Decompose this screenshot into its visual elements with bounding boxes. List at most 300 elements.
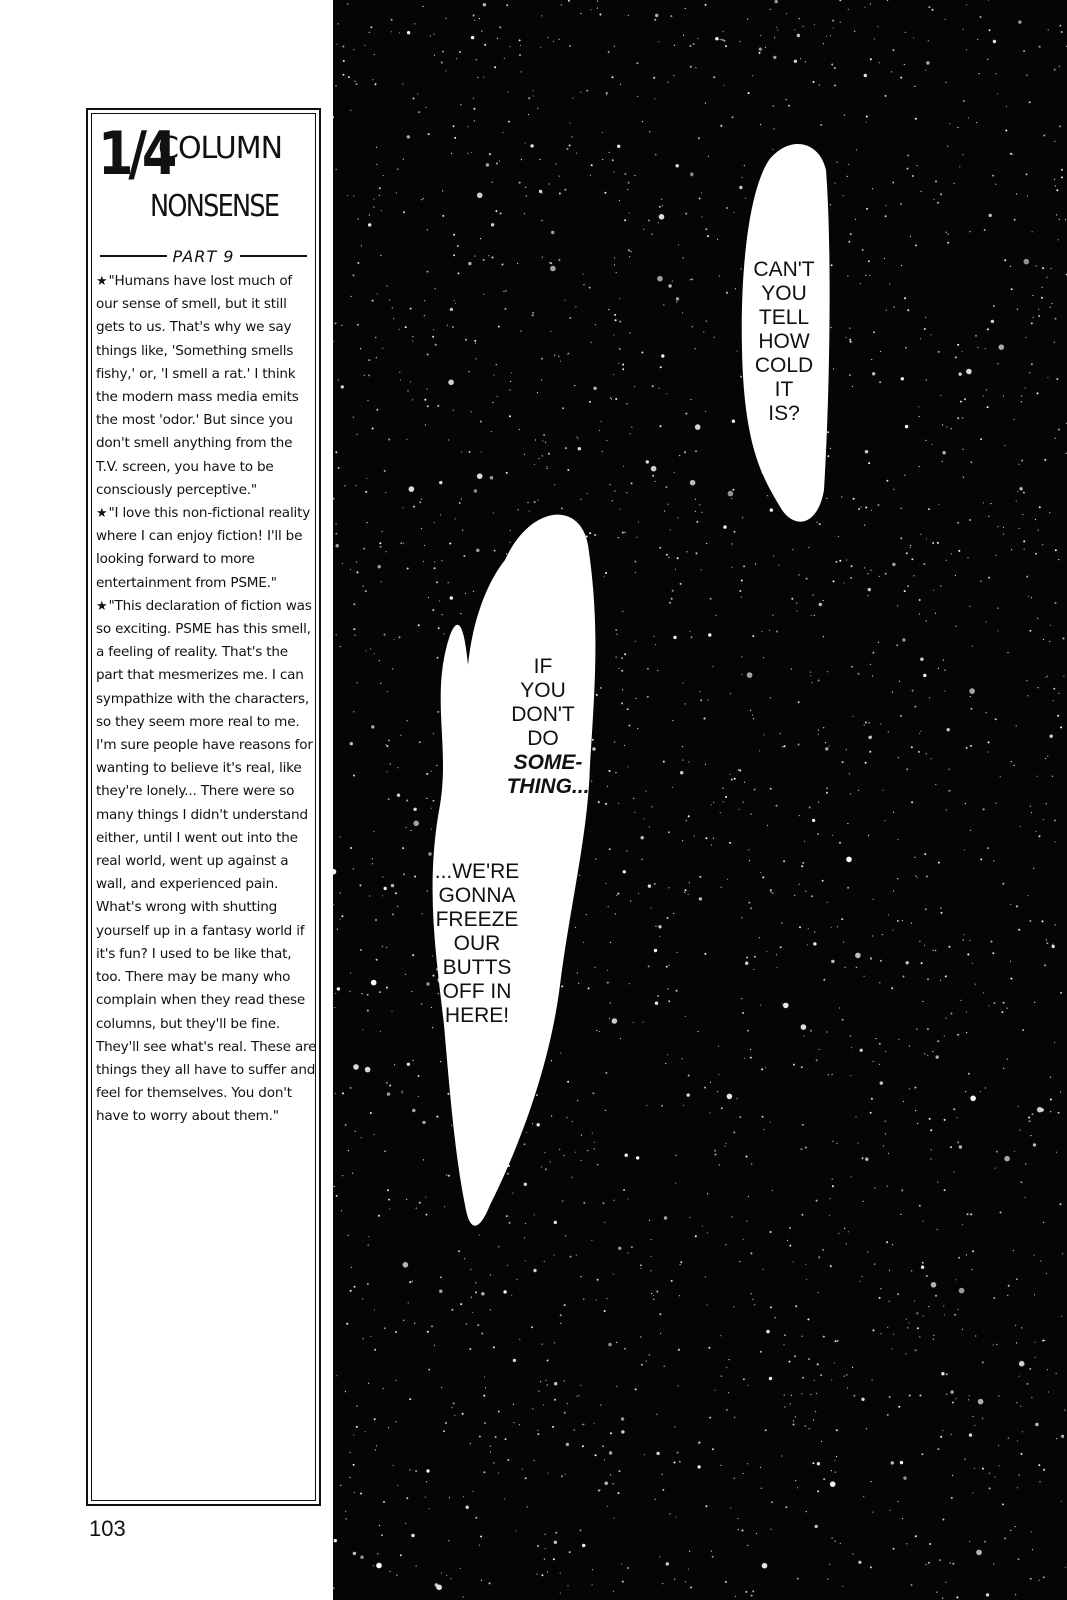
star — [618, 1492, 620, 1494]
star — [384, 887, 387, 890]
star — [379, 542, 381, 544]
star — [383, 1501, 385, 1503]
star — [893, 1548, 895, 1550]
star — [368, 223, 371, 226]
star — [832, 1179, 833, 1180]
star — [365, 1067, 371, 1073]
star — [817, 1462, 820, 1465]
star — [1058, 559, 1059, 560]
star — [668, 1000, 670, 1002]
star — [969, 519, 971, 521]
star — [439, 481, 442, 484]
star — [964, 1459, 965, 1460]
star — [858, 1561, 861, 1564]
star — [614, 1200, 615, 1201]
star — [938, 351, 940, 353]
star — [374, 1309, 375, 1310]
star — [525, 187, 526, 188]
star — [488, 255, 489, 256]
star — [1056, 1152, 1057, 1153]
star — [957, 1141, 959, 1143]
star — [844, 1376, 845, 1377]
star — [891, 987, 893, 989]
star — [675, 1183, 676, 1184]
star — [424, 300, 425, 301]
star — [550, 266, 556, 272]
star — [402, 83, 403, 84]
star — [463, 1596, 464, 1597]
star — [674, 1426, 675, 1427]
star — [638, 522, 639, 523]
star — [1003, 1068, 1004, 1069]
star — [622, 689, 623, 690]
star — [747, 1545, 748, 1546]
star — [554, 1541, 557, 1544]
star — [497, 396, 498, 397]
star — [873, 899, 874, 900]
star — [705, 103, 706, 104]
star — [815, 1525, 818, 1528]
star — [560, 1323, 561, 1324]
star — [880, 1288, 881, 1289]
star — [805, 1425, 806, 1426]
star — [388, 439, 390, 441]
star — [441, 62, 443, 64]
star — [435, 288, 436, 289]
star — [441, 1387, 442, 1388]
star — [475, 1282, 476, 1283]
star — [627, 1567, 629, 1569]
star — [674, 1462, 676, 1464]
star — [1018, 1106, 1019, 1107]
star — [394, 1064, 395, 1065]
star — [889, 1301, 890, 1302]
star — [834, 67, 836, 69]
star — [1000, 776, 1001, 777]
star — [341, 325, 342, 326]
star — [1054, 69, 1056, 71]
star — [364, 1431, 365, 1432]
star — [375, 337, 376, 338]
star — [629, 983, 630, 984]
star — [683, 257, 684, 258]
star — [650, 1270, 651, 1271]
star — [871, 510, 872, 511]
column-quote-1 — [96, 270, 318, 502]
star — [374, 54, 375, 55]
star — [873, 331, 875, 333]
star — [451, 1407, 452, 1408]
star — [923, 1315, 924, 1316]
star — [897, 878, 898, 879]
star — [409, 486, 415, 492]
star — [748, 1196, 749, 1197]
star — [926, 1275, 928, 1277]
star — [646, 1105, 647, 1106]
star — [987, 406, 989, 408]
star — [687, 1093, 690, 1096]
star — [1054, 141, 1055, 142]
star — [1006, 106, 1007, 107]
star — [652, 234, 653, 235]
star — [481, 1580, 482, 1581]
star — [1039, 46, 1041, 48]
star — [834, 84, 836, 86]
star — [879, 1297, 881, 1299]
star — [770, 1231, 772, 1233]
star — [764, 734, 765, 735]
star — [898, 757, 899, 758]
star — [887, 1186, 888, 1187]
star — [823, 43, 824, 44]
star — [782, 746, 783, 747]
star — [484, 44, 486, 46]
star — [860, 283, 861, 284]
star — [888, 731, 889, 732]
star — [988, 516, 989, 517]
star — [879, 62, 880, 63]
star — [886, 310, 887, 311]
star — [801, 1024, 807, 1030]
star — [396, 1575, 397, 1576]
star — [486, 163, 489, 166]
star — [904, 297, 906, 299]
star — [353, 274, 355, 276]
star — [1053, 700, 1054, 701]
star — [793, 1424, 795, 1426]
star — [651, 1256, 652, 1257]
star — [376, 357, 377, 358]
star — [995, 73, 996, 74]
star — [931, 1149, 932, 1150]
star — [850, 577, 852, 579]
star — [784, 745, 786, 747]
star — [1060, 1092, 1061, 1093]
star — [602, 159, 603, 160]
star — [621, 1430, 624, 1433]
star — [354, 81, 355, 82]
star — [458, 272, 460, 274]
star — [542, 440, 543, 441]
star — [672, 590, 674, 592]
star — [867, 1251, 868, 1252]
star — [932, 1051, 933, 1052]
star — [669, 1513, 670, 1514]
star — [770, 788, 772, 790]
star — [850, 1035, 851, 1036]
star — [553, 1254, 554, 1255]
star — [701, 569, 702, 570]
star — [385, 744, 386, 745]
star — [394, 639, 395, 640]
star — [750, 1057, 752, 1059]
star — [513, 1404, 514, 1405]
star — [375, 919, 377, 921]
star — [333, 116, 334, 118]
star — [953, 183, 954, 184]
star — [989, 214, 992, 217]
star — [752, 1299, 753, 1300]
star — [645, 790, 646, 791]
column-title-line1: COLUMN — [158, 131, 283, 166]
star — [617, 145, 620, 148]
star — [675, 569, 676, 570]
star — [679, 1295, 680, 1296]
star — [684, 451, 686, 453]
star — [713, 76, 715, 78]
star — [1029, 1368, 1031, 1370]
star — [1016, 1402, 1017, 1403]
star — [734, 1417, 735, 1418]
star — [941, 1372, 944, 1375]
star — [909, 1395, 911, 1397]
star — [1007, 1295, 1008, 1296]
star — [1031, 363, 1033, 365]
star — [346, 1323, 348, 1325]
star — [885, 215, 887, 217]
star — [793, 1420, 794, 1421]
star — [926, 1564, 927, 1565]
part-rule-left — [100, 255, 167, 257]
star — [771, 1529, 772, 1530]
star — [864, 976, 865, 977]
star — [852, 716, 853, 717]
balloon-top-line: HOW — [758, 330, 810, 353]
star — [1018, 464, 1019, 465]
star — [1046, 939, 1047, 940]
star — [677, 517, 678, 518]
star — [996, 803, 997, 804]
star — [367, 1283, 369, 1285]
star — [946, 560, 947, 561]
star — [421, 199, 422, 200]
star — [353, 417, 354, 418]
star — [340, 892, 341, 893]
star — [885, 1051, 886, 1052]
star — [462, 1413, 464, 1415]
star — [969, 1541, 970, 1542]
star — [411, 1534, 414, 1537]
star — [755, 563, 756, 564]
part-label: PART 9 — [172, 246, 235, 266]
star — [919, 599, 921, 601]
star — [864, 525, 865, 526]
star — [507, 91, 508, 92]
star — [686, 820, 687, 821]
star — [517, 263, 518, 264]
star — [1058, 693, 1059, 694]
star — [1019, 1130, 1020, 1131]
star — [989, 1487, 991, 1489]
star — [400, 380, 401, 381]
star — [669, 602, 671, 604]
star — [946, 1394, 947, 1395]
star — [720, 812, 721, 813]
star — [387, 1092, 390, 1095]
star — [1028, 1117, 1030, 1119]
star — [855, 953, 861, 959]
star — [906, 1353, 907, 1354]
star-icon: ★ — [96, 598, 108, 614]
star — [630, 433, 631, 434]
star — [987, 847, 989, 849]
star — [725, 45, 727, 47]
star — [970, 830, 971, 831]
star — [627, 766, 628, 767]
star — [546, 466, 547, 467]
star — [695, 511, 696, 512]
star — [350, 847, 352, 849]
star — [818, 730, 819, 731]
star — [823, 727, 824, 728]
star — [805, 61, 806, 62]
star — [850, 341, 852, 343]
star — [730, 774, 731, 775]
star — [952, 1563, 954, 1565]
star — [974, 1468, 975, 1469]
star — [691, 278, 693, 280]
star — [525, 1477, 527, 1479]
star — [597, 8, 598, 9]
star — [889, 1270, 890, 1271]
balloon-top-text — [734, 258, 834, 426]
star — [454, 300, 455, 301]
star — [1029, 630, 1031, 632]
star — [388, 1427, 389, 1428]
star — [1044, 1340, 1045, 1341]
star — [898, 1406, 900, 1408]
star — [526, 195, 527, 196]
star — [830, 35, 831, 36]
star — [872, 372, 875, 375]
star — [861, 507, 862, 508]
star — [883, 1145, 884, 1146]
star — [751, 1293, 752, 1294]
star — [724, 1145, 725, 1146]
star — [980, 581, 981, 582]
star — [966, 747, 968, 749]
star — [803, 26, 804, 27]
star — [746, 1220, 747, 1221]
star — [997, 630, 998, 631]
star — [940, 908, 941, 909]
star — [748, 849, 749, 850]
star — [498, 1411, 500, 1413]
star — [666, 554, 668, 556]
star — [452, 326, 454, 328]
star — [382, 946, 383, 947]
star — [819, 603, 822, 606]
star — [800, 1148, 802, 1150]
star — [516, 1279, 517, 1280]
star — [846, 1243, 847, 1244]
star — [995, 718, 997, 720]
star — [684, 892, 685, 893]
star — [544, 1559, 545, 1560]
star — [953, 1108, 955, 1110]
star — [927, 978, 929, 980]
star — [882, 790, 883, 791]
star — [636, 698, 637, 699]
star — [806, 1279, 807, 1280]
star — [1061, 1501, 1062, 1502]
star — [565, 1474, 566, 1475]
star — [414, 23, 415, 24]
star — [1035, 831, 1036, 832]
star — [977, 347, 978, 348]
star — [904, 475, 905, 476]
star — [628, 182, 630, 184]
star — [770, 9, 771, 10]
star — [871, 359, 872, 360]
star — [1039, 1481, 1040, 1482]
star — [741, 917, 742, 918]
star — [507, 1459, 509, 1461]
star — [696, 552, 698, 554]
star — [474, 256, 475, 257]
star — [914, 86, 915, 87]
star — [897, 1293, 899, 1295]
star — [911, 801, 913, 803]
star — [665, 1063, 666, 1064]
star — [720, 125, 722, 127]
star — [561, 1475, 563, 1477]
star — [522, 1469, 523, 1470]
star — [840, 22, 841, 23]
star — [848, 241, 850, 243]
star — [801, 1066, 803, 1068]
star — [1034, 1294, 1035, 1295]
star — [1043, 135, 1045, 137]
star — [1027, 1383, 1029, 1385]
star — [519, 1339, 520, 1340]
star — [499, 26, 501, 28]
star — [1034, 1342, 1035, 1343]
star — [454, 1415, 455, 1416]
star — [1047, 377, 1048, 378]
star — [550, 331, 551, 332]
star — [827, 1579, 828, 1580]
star — [759, 52, 761, 54]
star — [410, 308, 412, 310]
star — [882, 934, 883, 935]
star — [553, 41, 554, 42]
star — [839, 1007, 840, 1008]
star — [370, 26, 372, 28]
star — [888, 914, 889, 915]
star — [1020, 1181, 1022, 1183]
star — [664, 511, 665, 512]
star — [1037, 776, 1038, 777]
star — [634, 561, 636, 563]
star — [427, 405, 429, 407]
star — [637, 728, 638, 729]
star — [651, 466, 657, 472]
star — [846, 337, 847, 338]
star — [1031, 322, 1033, 324]
star — [1017, 491, 1018, 492]
star — [1011, 288, 1013, 290]
star — [866, 208, 868, 210]
star — [471, 1297, 472, 1298]
star — [658, 222, 659, 223]
star — [701, 216, 702, 217]
star — [547, 1473, 548, 1474]
star — [1054, 179, 1055, 180]
star — [334, 1539, 337, 1542]
star — [612, 76, 614, 78]
star — [366, 650, 367, 651]
